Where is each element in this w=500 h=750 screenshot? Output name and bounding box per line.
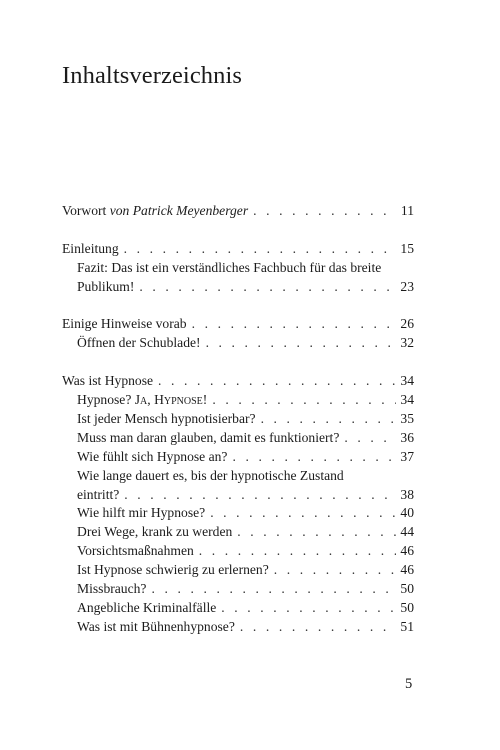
page-number: 5 <box>405 676 413 692</box>
toc-entry-page: 50 <box>400 599 414 615</box>
dot-leader <box>124 240 397 259</box>
toc-entry-erlernen <box>62 561 414 580</box>
toc-entry-wege <box>62 523 414 542</box>
toc-entry-title-prefix: Hypnose? <box>77 392 135 408</box>
toc-entry-fazit <box>62 259 414 297</box>
toc-entry-page: 34 <box>400 373 414 389</box>
toc-entry-page: 40 <box>400 505 414 521</box>
toc-entry-page: 51 <box>400 618 414 634</box>
toc-entry-was-ist-hypnose <box>62 372 414 391</box>
dot-leader <box>344 429 396 448</box>
dot-leader <box>232 448 396 467</box>
toc-entry-hinweise <box>62 315 414 334</box>
dot-leader <box>237 523 396 542</box>
toc-entry-glauben <box>62 429 414 448</box>
dot-leader <box>253 202 397 221</box>
table-of-contents <box>62 202 414 637</box>
dot-leader <box>206 334 397 353</box>
dot-leader <box>210 504 396 523</box>
toc-entry-fuehlt <box>62 448 414 467</box>
toc-entry-title: Öffnen der Schublade! <box>77 335 201 351</box>
toc-entry-title: Wie fühlt sich Hypnose an? <box>77 448 228 464</box>
toc-entry-page: 36 <box>400 429 414 445</box>
toc-entry-title: Einige Hinweise vorab <box>62 316 187 332</box>
toc-entry-page: 38 <box>400 486 414 502</box>
toc-entry-title: Drei Wege, krank zu werden <box>77 524 233 540</box>
toc-entry-title: Wie hilft mir Hypnose? <box>77 505 206 521</box>
dot-leader <box>221 599 396 618</box>
toc-entry-title <box>62 202 248 221</box>
toc-entry-title: Missbrauch? <box>77 581 147 597</box>
toc-entry-page: 32 <box>400 335 414 351</box>
toc-entry-missbrauch <box>62 580 414 599</box>
toc-entry-page: 35 <box>400 410 414 426</box>
toc-entry-page: 11 <box>400 203 414 218</box>
toc-entry-title-line1: Fazit: Das ist ein verständliches Fachbuch für das breite <box>77 259 382 275</box>
section-spacer <box>62 353 414 372</box>
toc-entry-einleitung <box>62 240 414 259</box>
toc-entry-title: Ist Hypnose schwierig zu erlernen? <box>77 562 269 578</box>
dot-leader <box>199 542 397 561</box>
dot-leader <box>261 410 397 429</box>
dot-leader <box>240 618 397 637</box>
page-title: Inhaltsverzeichnis <box>62 62 243 89</box>
toc-entry-title-line2-row <box>62 486 414 505</box>
toc-entry-page: 15 <box>400 240 414 256</box>
toc-entry-title-prefix: Vorwort <box>62 203 110 218</box>
dot-leader <box>192 315 397 334</box>
toc-entry-ja-hypnose <box>62 391 414 410</box>
toc-entry-vorsicht <box>62 542 414 561</box>
dot-leader <box>139 278 396 297</box>
toc-entry-title <box>77 391 207 410</box>
toc-entry-title-line2: eintritt? <box>77 486 120 502</box>
dot-leader <box>151 580 396 599</box>
toc-entry-page: 34 <box>400 392 414 408</box>
toc-entry-page: 37 <box>400 448 414 464</box>
dot-leader <box>212 391 396 410</box>
toc-entry-buehne <box>62 618 414 637</box>
toc-entry-title-smallcaps: Ja, Hypnose! <box>134 392 208 408</box>
section-spacer <box>62 221 414 240</box>
toc-entry-title: Ist jeder Mensch hypnotisierbar? <box>77 410 256 426</box>
toc-entry-title: Einleitung <box>62 240 119 256</box>
toc-entry-schublade <box>62 334 414 353</box>
toc-entry-page: 26 <box>400 316 414 332</box>
toc-entry-vorwort <box>62 202 414 221</box>
toc-entry-page: 46 <box>400 562 414 578</box>
toc-entry-page: 46 <box>400 543 414 559</box>
toc-entry-title: Was ist Hypnose <box>62 373 154 389</box>
toc-entry-author: von Patrick Meyenberger <box>109 203 249 218</box>
toc-entry-title: Vorsichtsmaßnahmen <box>77 543 194 559</box>
toc-entry-hypnotisierbar <box>62 410 414 429</box>
dot-leader <box>274 561 397 580</box>
toc-entry-title: Was ist mit Bühnenhypnose? <box>77 618 235 634</box>
toc-entry-page: 50 <box>400 581 414 597</box>
dot-leader <box>124 486 396 505</box>
toc-entry-kriminal <box>62 599 414 618</box>
toc-entry-hilft <box>62 504 414 523</box>
dot-leader <box>158 372 396 391</box>
toc-entry-dauert <box>62 467 414 505</box>
toc-entry-title: Angebliche Kriminalfälle <box>77 599 217 615</box>
section-spacer <box>62 297 414 316</box>
toc-entry-title-line2: Publikum! <box>77 278 135 294</box>
toc-entry-title-line1: Wie lange dauert es, bis der hypnotische Zustand <box>77 467 344 483</box>
toc-entry-page: 23 <box>400 278 414 294</box>
toc-entry-title: Muss man daran glauben, damit es funktioniert? <box>77 429 340 445</box>
toc-entry-title-line2-row <box>62 278 414 297</box>
toc-entry-page: 44 <box>400 524 414 540</box>
